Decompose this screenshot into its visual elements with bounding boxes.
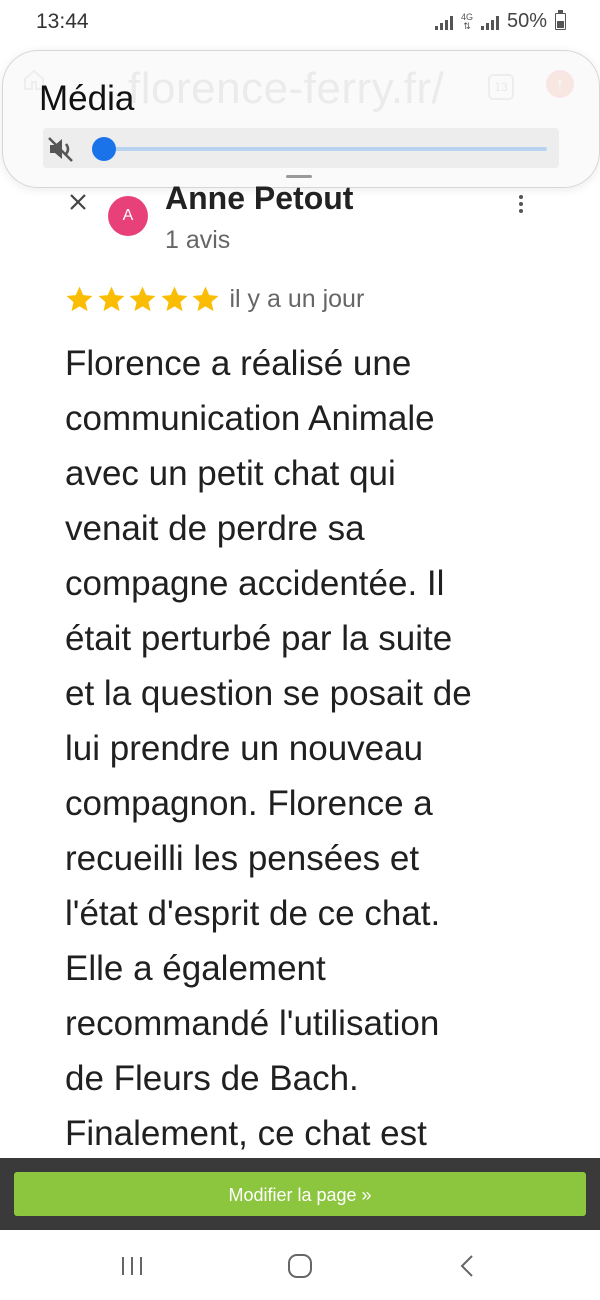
close-icon[interactable] [66, 190, 90, 214]
volume-mute-icon[interactable] [45, 133, 77, 165]
volume-title: Média [39, 79, 135, 118]
status-bar [0, 0, 600, 46]
star-icon [64, 284, 95, 315]
volume-slider-track[interactable] [95, 147, 547, 151]
modify-page-button[interactable]: Modifier la page » [14, 1172, 586, 1216]
star-rating [64, 284, 222, 315]
more-vert-icon[interactable] [514, 192, 528, 218]
star-icon [96, 284, 127, 315]
review-text: Florence a réalisé une communication Animale avec un petit chat qui venait de perdre sa compagne accidentée. Il était perturbé par la suite et la question se posait de lui prendre un nouveau compagnon. Florence a recueilli les pensées et l'état d'esprit de ce chat. Elle a également recommandé l'utilisation de Fleurs de Bach. Finalement, ce chat est [65, 344, 472, 1153]
star-icon [159, 284, 190, 315]
back-icon[interactable] [452, 1252, 484, 1280]
navigation-bar [0, 1230, 600, 1300]
drag-handle[interactable] [286, 175, 312, 178]
review-time: il y a un jour [229, 284, 365, 313]
review-count: 1 avis [165, 226, 231, 254]
battery-icon [555, 13, 566, 30]
rating-row [64, 281, 364, 317]
action-bar [0, 1158, 600, 1230]
home-nav-icon[interactable] [284, 1252, 316, 1280]
recent-apps-icon[interactable] [116, 1252, 148, 1280]
network-type: 4G ⇅ [460, 11, 473, 31]
avatar[interactable]: A [108, 196, 148, 236]
volume-panel [2, 50, 600, 188]
reviewer-name[interactable]: Anne Petout [165, 180, 354, 216]
battery-percent: 50% [506, 10, 547, 32]
status-indicators [435, 10, 566, 33]
volume-slider-thumb[interactable] [92, 137, 116, 161]
signal-icon-2 [481, 14, 499, 30]
star-icon [190, 284, 221, 315]
signal-icon [435, 14, 453, 30]
status-time: 13:44 [36, 10, 89, 33]
star-icon [127, 284, 158, 315]
